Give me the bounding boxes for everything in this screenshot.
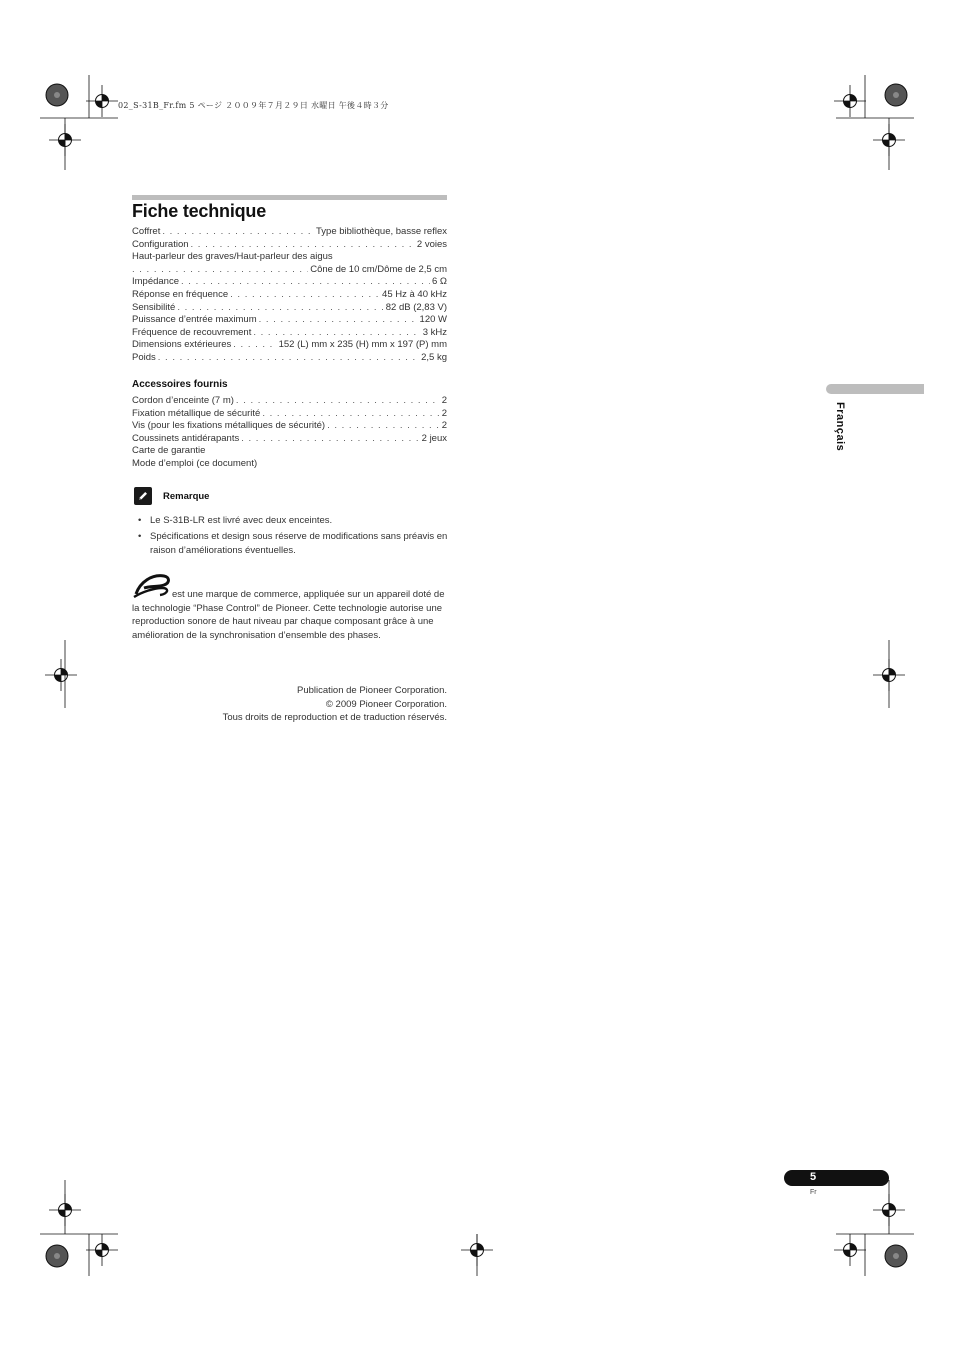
language-tab-bar bbox=[826, 384, 924, 394]
spec-row: Réponse en fréquence . . . 45 Hz à 40 kHz bbox=[132, 289, 447, 302]
publication-line: Publication de Pioneer Corporation. bbox=[297, 685, 447, 696]
accessory-row: Carte de garantie bbox=[132, 445, 206, 457]
title-bar bbox=[132, 195, 447, 200]
spec-row: Impédance . . . 6 Ω bbox=[132, 276, 447, 289]
spec-row: Dimensions extérieures . . . 152 (L) mm x 235 (H) mm x 197 (P) mm bbox=[132, 339, 447, 352]
language-label: Français bbox=[834, 402, 846, 452]
rights-line: Tous droits de reproduction et de traduction réservés. bbox=[222, 712, 447, 723]
publication-info bbox=[132, 684, 447, 725]
page-lang-code: Fr bbox=[810, 1189, 817, 1196]
spec-row: Configuration . . . 2 voies bbox=[132, 239, 447, 252]
accessory-row: Vis (pour les fixations métalliques de sécurité) . . . 2 bbox=[132, 420, 447, 433]
file-header: 02_S-31B_Fr.fm 5 ページ ２００９年７月２９日 水曜日 午後４時３分 bbox=[118, 101, 389, 110]
accessory-row: Mode d’emploi (ce document) bbox=[132, 457, 258, 469]
list-item: • Le S-31B-LR est livré avec deux enceintes. bbox=[138, 515, 333, 526]
accessories-list bbox=[132, 395, 447, 471]
page-number: 5 bbox=[810, 1171, 817, 1183]
accessory-row: Cordon d’enceinte (7 m) . . . 2 bbox=[132, 395, 447, 408]
list-item: • Spécifications et design sous réserve de modifications sans préavis en raison d’améliorations éventuelles. bbox=[138, 531, 448, 556]
spec-row: . . . Cône de 10 cm/Dôme de 2,5 cm bbox=[132, 264, 447, 277]
accessory-row: Fixation métallique de sécurité . . . 2 bbox=[132, 408, 447, 421]
spec-row: Puissance d’entrée maximum . . . 120 W bbox=[132, 314, 447, 327]
phase-control-text: est une marque de commerce, appliquée sur un appareil doté de la technologie “Phase Control” de Pioneer. Cette technologie autorise une reproduction sonore de haut niveau par chaque composant grâce à une amélioration de la synchronisation d’ensemble des phases. bbox=[132, 589, 445, 641]
spec-row: Poids . . . 2,5 kg bbox=[132, 352, 447, 365]
spec-list bbox=[132, 226, 447, 365]
spec-row: Sensibilité . . . 82 dB (2,83 V) bbox=[132, 302, 447, 315]
pencil-note-icon bbox=[134, 487, 152, 505]
spec-row: Haut-parleur des graves/Haut-parleur des aigus bbox=[132, 251, 333, 263]
note-label: Remarque bbox=[163, 491, 210, 502]
copyright-line: © 2009 Pioneer Corporation. bbox=[325, 698, 447, 710]
spec-row: Coffret . . . Type bibliothèque, basse reflex bbox=[132, 226, 447, 239]
page-number-tab bbox=[784, 1170, 889, 1186]
spec-row: Fréquence de recouvrement . . . 3 kHz bbox=[132, 327, 447, 340]
accessory-row: Coussinets antidérapants . . . 2 jeux bbox=[132, 433, 447, 446]
accessories-title: Accessoires fournis bbox=[132, 379, 228, 390]
note-bullets bbox=[138, 514, 448, 560]
section-title: Fiche technique bbox=[132, 201, 267, 221]
